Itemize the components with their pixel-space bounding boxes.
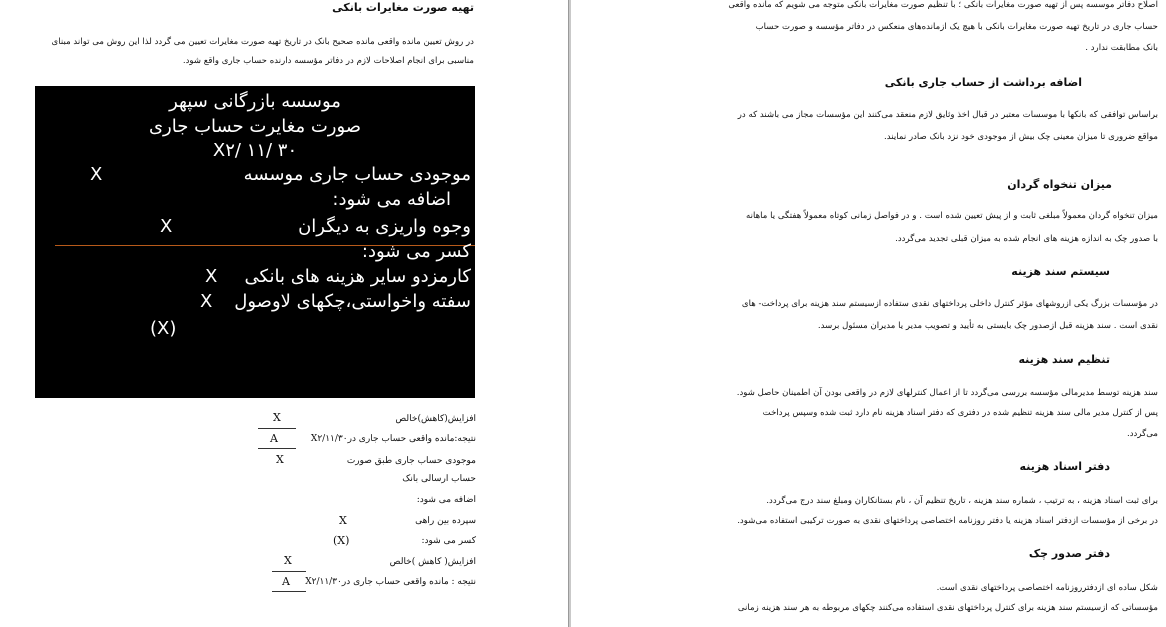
slide-date: X۲/ ۱۱/ ۳۰ [212, 140, 298, 161]
section-heading: میزان تنخواه گردان [1007, 178, 1112, 191]
calc-underline [258, 428, 296, 429]
body-line: نقدی است . سند هزینه قبل ازصدور چک بایستی به تأیید و تصویب مدیر یا مدیران مسئول برسد. [817, 321, 1158, 331]
slide-title-company: موسسه بازرگانی سپهر [169, 91, 341, 112]
calc-row-value: X [284, 554, 292, 567]
body-line: براساس توافقی که بانکها با موسسات معتبر در قبال اخذ وثایق لازم منعقد می‌کنند این مؤسسات مجاز می باشند که در [737, 110, 1158, 120]
section-heading: دفتر اسناد هزینه [1019, 460, 1110, 473]
body-line: سند هزینه توسط مدیرمالی مؤسسه بررسی می‌گردد تا از اعمال کنترلهای لازم در واقعی بودن آن اطمینان حاصل شود. [736, 388, 1158, 398]
page-divider [568, 0, 571, 627]
calc-row-value: A [282, 575, 290, 588]
body-line: بانک مطابقت ندارد . [1085, 43, 1158, 53]
calc-row-label: اضافه می شود: [416, 495, 476, 505]
slide-row-label: کسر می شود: [361, 241, 471, 262]
body-line: می‌گردد. [1127, 429, 1158, 439]
body-line: با صدور چک به اندازه هزینه های انجام شده به میزان قبلی تجدید می‌گردد. [895, 234, 1158, 244]
calc-row-value: X [273, 411, 281, 424]
slide-row-mark: X [205, 266, 218, 287]
calc-row-label: حساب ارسالی بانک [402, 474, 476, 484]
calc-row-value: A [270, 432, 278, 445]
left-page-title: تهیه صورت مغایرات بانکی [332, 1, 474, 14]
calc-row-label: افزایش( کاهش )خالص [389, 557, 476, 567]
left-page [0, 0, 566, 627]
calc-row-label: موجودی حساب جاری طبق صورت [346, 456, 476, 466]
slide-row-label: موجودی حساب جاری موسسه [243, 164, 471, 185]
body-line: مواقع ضروری تا میزان معینی چک بیش از موجودی خود نزد بانک صادر نمایند. [884, 132, 1158, 142]
calc-row-value: X [339, 514, 347, 527]
section-heading: اضافه برداشت از حساب جاری بانکی [884, 76, 1082, 89]
section-heading: سیستم سند هزینه [1011, 265, 1110, 278]
calc-row-label: کسر می شود: [421, 536, 476, 546]
section-heading: تنظیم سند هزینه [1018, 353, 1110, 366]
slide-row-label: سفته واخواستی،چکهای لاوصول [234, 291, 471, 312]
calc-row-label: سپرده بین راهی [415, 516, 476, 526]
right-page [574, 0, 1166, 627]
calc-row-label: افزایش(کاهش)خالص [395, 414, 476, 424]
calc-row-value: X [276, 453, 284, 466]
slide-row-label: وجوه واریزی به دیگران [298, 216, 471, 237]
slide-title-statement: صورت مغایرت حساب جاری [148, 116, 362, 137]
slide-row-label: کارمزدو سایر هزینه های بانکی [244, 266, 471, 287]
calc-underline [272, 591, 306, 592]
calc-row-value: (X) [333, 534, 350, 547]
calc-underline [258, 448, 296, 449]
reconciliation-slide [35, 86, 475, 398]
calc-row-label: نتیجه : مانده واقعی حساب جاری در۱۱/۳۰/X۲ [305, 577, 476, 587]
body-line: اصلاح دفاتر موسسه پس از تهیه صورت مغایرات بانکی ؛ با تنظیم صورت مغایرات بانکی متوجه می شویم که مانده واقعی [728, 0, 1158, 10]
body-line: شکل ساده ای ازدفترروزنامه اختصاصی پرداختهای نقدی است. [936, 583, 1158, 593]
body-line: در مؤسسات بزرگ یکی ازروشهای مؤثر کنترل داخلی پرداختهای نقدی ستفاده ازسیستم سند هزینه برای پرداخت- های [741, 299, 1158, 309]
slide-row-mark: X [90, 164, 103, 185]
slide-row-mark: X [160, 216, 173, 237]
body-line: پس از کنترل مدیر مالی سند هزینه تنظیم شده در دفتری که دفتر اسناد هزینه نام دارد ثبت شده وسپس پرداخت [762, 408, 1158, 418]
body-line: میزان تنخواه گردان معمولاً مبلغی ثابت و از پیش تعیین شده است . و در فواصل زمانی کوتاه معمولاً هفتگی یا ماهانه [746, 211, 1158, 221]
intro-line-1: در روش تعیین مانده واقعی مانده صحیح بانک در تاریخ تهیه صورت مغایرات تعیین می گردد لذا این روش می تواند مبنای [51, 37, 474, 47]
body-line: برای ثبت اسناد هزینه ، به ترتیب ، شماره سند هزینه ، تاریخ تنظیم آن ، نام بستانکاران ومبلغ سند درج می‌گردد. [766, 496, 1158, 506]
calc-underline [272, 571, 306, 572]
slide-row-label: اضافه می شود: [332, 189, 451, 210]
slide-total: (X) [150, 318, 177, 339]
intro-line-2: مناسبی برای انجام اصلاحات لازم در دفاتر مؤسسه دارنده حساب جاری واقع شود. [182, 56, 474, 66]
section-heading: دفتر صدور چک [1028, 547, 1110, 560]
calc-row-label: نتیجه:مانده واقعی حساب جاری در۱۱/۳۰/X۲ [310, 434, 476, 444]
body-line: در برخی از مؤسسات ازدفتر اسناد هزینه یا دفتر روزنامه اختصاصی پرداختهای نقدی به صورت ترکیبی استفاده می‌شود. [737, 516, 1158, 526]
body-line: حساب جاری در تاریخ تهیه صورت مغایرات بانکی با هیچ یک ازمانده‌های منعکس در دفاتر مؤسسه و صورت حساب [755, 22, 1158, 32]
body-line: مؤسساتی که ازسیستم سند هزینه برای کنترل پرداختهای نقدی استفاده می‌کنند چکهای مربوطه به هر سند هزینه زمانی [737, 603, 1158, 613]
slide-row-mark: X [200, 291, 213, 312]
